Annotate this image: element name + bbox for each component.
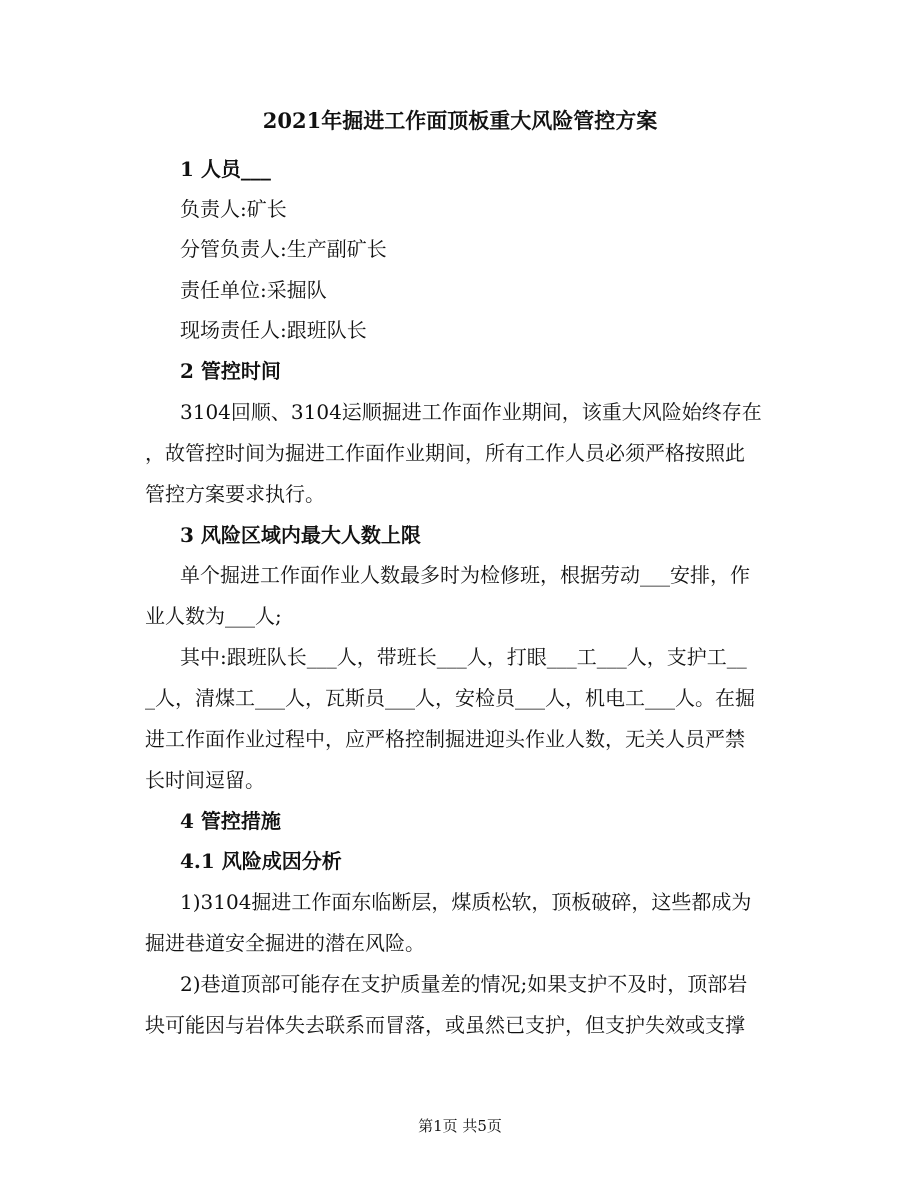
paragraph-line: 块可能因与岩体失去联系而冒落，或虽然已支护，但支护失效或支撑 — [145, 1013, 745, 1037]
paragraph-line: 分管负责人:生产副矿长 — [180, 237, 387, 261]
page-number-footer: 第1页 共5页 — [418, 1117, 502, 1135]
paragraph-line: ，故管控时间为掘进工作面作业期间，所有工作人员必须严格按照此 — [145, 441, 745, 465]
paragraph-line: _人，清煤工___人，瓦斯员___人，安检员___人，机电工___人。在掘 — [145, 686, 755, 710]
section-heading-personnel: 1 人员___ — [180, 157, 271, 181]
document-title: 2021年掘进工作面顶板重大风险管控方案 — [262, 108, 658, 133]
paragraph-line: 1)3104掘进工作面东临断层，煤质松软，顶板破碎，这些都成为 — [180, 890, 752, 914]
paragraph-line: 责任单位:采掘队 — [180, 278, 327, 302]
paragraph-line: 负责人:矿长 — [180, 197, 287, 221]
subsection-heading-risk-analysis: 4.1 风险成因分析 — [180, 849, 342, 873]
paragraph-line: 2)巷道顶部可能存在支护质量差的情况;如果支护不及时，顶部岩 — [180, 972, 748, 996]
paragraph-line: 业人数为___人; — [145, 604, 282, 628]
section-heading-control-measures: 4 管控措施 — [180, 809, 281, 833]
section-heading-control-time: 2 管控时间 — [180, 359, 281, 383]
paragraph-line: 现场责任人:跟班队长 — [180, 318, 367, 342]
paragraph-line: 管控方案要求执行。 — [145, 482, 325, 506]
paragraph-line: 3104回顺、3104运顺掘进工作面作业期间，该重大风险始终存在 — [180, 400, 762, 424]
paragraph-line: 单个掘进工作面作业人数最多时为检修班，根据劳动___安排，作 — [180, 563, 750, 587]
paragraph-line: 进工作面作业过程中，应严格控制掘进迎头作业人数，无关人员严禁 — [145, 727, 745, 751]
paragraph-line: 长时间逗留。 — [145, 768, 265, 792]
paragraph-line: 其中:跟班队长___人，带班长___人，打眼___工___人，支护工__ — [180, 645, 747, 669]
section-heading-max-people: 3 风险区域内最大人数上限 — [180, 523, 421, 547]
paragraph-line: 掘进巷道安全掘进的潜在风险。 — [145, 931, 425, 955]
